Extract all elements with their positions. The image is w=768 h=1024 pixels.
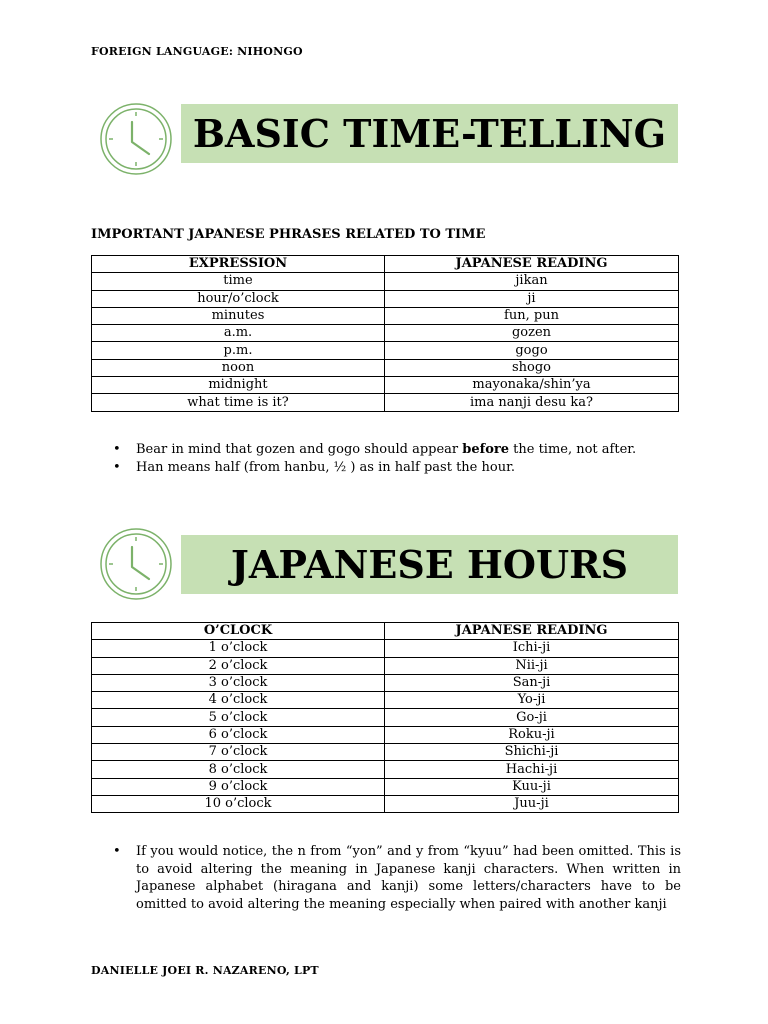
table-cell: Kuu-ji	[385, 778, 679, 795]
table-cell: 8 o’clock	[92, 761, 385, 778]
table-cell: 10 o’clock	[92, 795, 385, 812]
table-row	[92, 795, 679, 812]
table-cell: 7 o’clock	[92, 744, 385, 761]
table-row	[92, 744, 679, 761]
table-cell: hour/o’clock	[92, 290, 385, 307]
clock-icon	[99, 102, 173, 176]
notes-list	[91, 843, 681, 913]
table-cell: what time is it?	[92, 394, 385, 411]
table-row	[92, 692, 679, 709]
section-subtitle: IMPORTANT JAPANESE PHRASES RELATED TO TIME	[91, 227, 486, 242]
table-row	[92, 709, 679, 726]
table-cell: jikan	[385, 273, 679, 290]
table-cell: Shichi-ji	[385, 744, 679, 761]
section-title: BASIC TIME-TELLING	[192, 111, 667, 156]
table-cell: 3 o’clock	[92, 674, 385, 691]
table-cell: ji	[385, 290, 679, 307]
section-title-banner	[181, 535, 678, 594]
table-row	[92, 778, 679, 795]
table-row	[92, 377, 679, 394]
table-cell: San-ji	[385, 674, 679, 691]
table-cell: mayonaka/shin’ya	[385, 377, 679, 394]
table-cell: minutes	[92, 307, 385, 324]
note-text: Han means half (from hanbu, ½ ) as in half past the hour.	[136, 459, 515, 475]
clock-icon	[99, 527, 173, 601]
table-row	[92, 273, 679, 290]
notes-list	[91, 441, 681, 476]
table-cell: midnight	[92, 377, 385, 394]
list-item	[91, 459, 681, 477]
table-row	[92, 674, 679, 691]
table-cell: Roku-ji	[385, 726, 679, 743]
table-cell: ima nanji desu ka?	[385, 394, 679, 411]
table-row	[92, 359, 679, 376]
table-cell: 9 o’clock	[92, 778, 385, 795]
table-cell: Nii-ji	[385, 657, 679, 674]
column-header: O’CLOCK	[92, 623, 385, 640]
table-row	[92, 657, 679, 674]
time-phrases-table	[91, 255, 679, 412]
table-cell: gozen	[385, 325, 679, 342]
list-item: • If you would notice, the n from “yon” and y from “kyuu” had been omitted. This is to avoid altering the meaning in Japanese kanji characters. When written in Japanese alphabet (hiragana and kanji) some letters/characters have to be omitted to avoid altering the meaning especially when paired with another kanji	[91, 843, 681, 913]
note-text: Bear in mind that gozen and gogo should appear	[136, 442, 463, 457]
list-item	[91, 441, 681, 459]
table-row	[92, 307, 679, 324]
course-label: FOREIGN LANGUAGE: NIHONGO	[91, 45, 303, 58]
table-row	[92, 325, 679, 342]
table-row	[92, 290, 679, 307]
table-cell: Yo-ji	[385, 692, 679, 709]
note-text: the time, not after.	[509, 442, 637, 457]
table-cell: 5 o’clock	[92, 709, 385, 726]
table-cell: a.m.	[92, 325, 385, 342]
table-cell: Go-ji	[385, 709, 679, 726]
table-cell: noon	[92, 359, 385, 376]
table-cell: fun, pun	[385, 307, 679, 324]
column-header: EXPRESSION	[92, 256, 385, 273]
section-title: JAPANESE HOURS	[230, 542, 629, 587]
table-cell: gogo	[385, 342, 679, 359]
table-row	[92, 726, 679, 743]
author-label: DANIELLE JOEI R. NAZARENO, LPT	[91, 964, 319, 977]
table-header-row	[92, 256, 679, 273]
table-row	[92, 342, 679, 359]
table-cell: time	[92, 273, 385, 290]
table-cell: 2 o’clock	[92, 657, 385, 674]
column-header: JAPANESE READING	[385, 623, 679, 640]
column-header: JAPANESE READING	[385, 256, 679, 273]
japanese-hours-table	[91, 622, 679, 813]
table-cell: Ichi-ji	[385, 640, 679, 657]
table-cell: 4 o’clock	[92, 692, 385, 709]
table-cell: shogo	[385, 359, 679, 376]
table-header-row	[92, 623, 679, 640]
section-title-banner	[181, 104, 678, 163]
table-cell: Juu-ji	[385, 795, 679, 812]
emphasis-text: before	[462, 442, 510, 457]
table-cell: Hachi-ji	[385, 761, 679, 778]
table-row	[92, 761, 679, 778]
table-cell: 1 o’clock	[92, 640, 385, 657]
table-cell: 6 o’clock	[92, 726, 385, 743]
table-cell: p.m.	[92, 342, 385, 359]
table-row	[92, 640, 679, 657]
table-row	[92, 394, 679, 411]
